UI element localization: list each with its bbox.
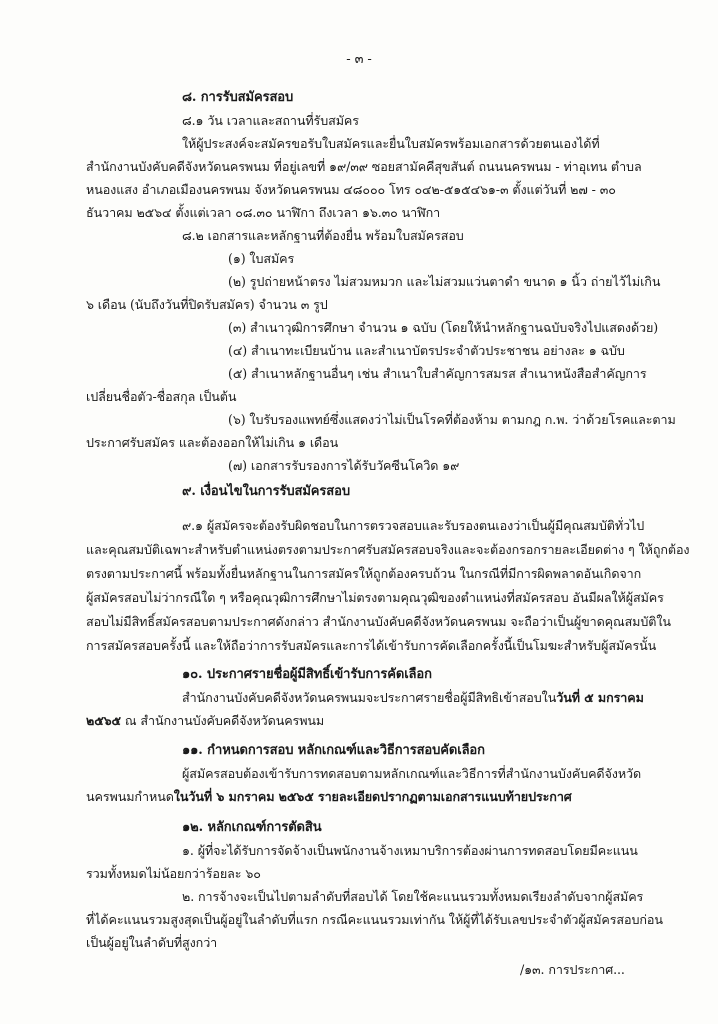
document-list-item-cont: ๖ เดือน (นับถึงวันที่ปิดรับสมัคร) จำนวน ๓ รูป <box>86 297 328 312</box>
section-9-line: การสมัครสอบครั้งนี้ และให้ถือว่าการรับสมัครและการได้เข้ารับการคัดเลือกครั้งนี้เป็นโมฆะสำหรับผู้สมัครนั้น <box>86 638 657 653</box>
section-12-line: ที่ได้คะแนนรวมสูงสุดเป็นผู้อยู่ในลำดับที่แรก กรณีคะแนนรวมเท่ากัน ให้ผู้ที่ได้รับเลขประจำตัวผู้สมัครสอบก่อน <box>86 912 663 927</box>
document-list-item-cont: ประกาศรับสมัคร และต้องออกให้ไม่เกิน ๑ เดือน <box>86 435 339 450</box>
section-8-1-line: ธันวาคม ๒๕๖๔ ตั้งแต่เวลา ๐๘.๓๐ นาฬิกา ถึงเวลา ๑๖.๓๐ นาฬิกา <box>86 205 441 220</box>
section-9-line: และคุณสมบัติเฉพาะสำหรับตำแหน่งตรงตามประกาศรับสมัครสอบจริงและจะต้องกรอกรายละเอียดต่าง ๆ ให้ถูกต้อง <box>86 542 690 557</box>
section-8-heading: ๘. การรับสมัครสอบ <box>182 90 294 105</box>
document-list-item-cont: เปลี่ยนชื่อตัว-ชื่อสกุล เป็นต้น <box>86 389 237 404</box>
section-12-line: รวมทั้งหมดไม่น้อยกว่าร้อยละ ๖๐ <box>86 866 261 881</box>
section-12-line: ๑. ผู้ที่จะได้รับการจัดจ้างเป็นพนักงานจ้างเหมาบริการต้องผ่านการทดสอบโดยมีคะแนน <box>182 843 638 858</box>
section-9-heading: ๙. เงื่อนไขในการรับสมัครสอบ <box>182 484 350 499</box>
section-9-line: ตรงตามประกาศนี้ พร้อมทั้งยื่นหลักฐานในการสมัครให้ถูกต้องครบถ้วน ในกรณีที่มีการผิดพลาดอันเกิดจาก <box>86 566 642 581</box>
document-list-item: (๗) เอกสารรับรองการได้รับวัคซีนโควิด ๑๙ <box>228 458 460 473</box>
section-8-1-title: ๘.๑ วัน เวลาและสถานที่รับสมัคร <box>182 113 359 128</box>
section-11-text: นครพนมกำหนด <box>86 789 174 804</box>
section-8-1-line: สำนักงานบังคับคดีจังหวัดนครพนม ที่อยู่เลขที่ ๑๙/๓๙ ซอยสามัคคีสุขสันต์ ถนนนครพนม - ท่าอุเทน ตำบล <box>86 159 642 174</box>
section-10-text: สำนักงานบังคับคดีจังหวัดนครพนมจะประกาศรายชื่อผู้มีสิทธิเข้าสอบใน <box>182 690 557 705</box>
section-11-date: ในวันที่ ๖ มกราคม ๒๕๖๕ รายละเอียดปรากฏตามเอกสารแนบท้ายประกาศ <box>173 789 572 804</box>
document-list-item: (๖) ใบรับรองแพทย์ซึ่งแสดงว่าไม่เป็นโรคที่ต้องห้าม ตามกฎ ก.พ. ว่าด้วยโรคและตาม <box>228 412 676 427</box>
section-11-line <box>86 789 572 805</box>
document-list-item: (๒) รูปถ่ายหน้าตรง ไม่สวมหมวก และไม่สวมแว่นตาดำ ขนาด ๑ นิ้ว ถ่ายไว้ไม่เกิน <box>228 274 661 289</box>
section-8-2-title: ๘.๒ เอกสารและหลักฐานที่ต้องยื่น พร้อมใบสมัครสอบ <box>182 228 464 243</box>
section-10-line <box>182 690 644 706</box>
section-8-1-line: หนองแสง อำเภอเมืองนครพนม จังหวัดนครพนม ๔๘๐๐๐ โทร ๐๔๒-๕๑๕๔๖๑-๓ ตั้งแต่วันที่ ๒๗ - ๓๐ <box>86 182 616 197</box>
section-11-line: ผู้สมัครสอบต้องเข้ารับการทดสอบตามหลักเกณฑ์และวิธีการที่สำนักงานบังคับคดีจังหวัด <box>182 766 642 781</box>
section-8-1-line: ให้ผู้ประสงค์จะสมัครขอรับใบสมัครและยื่นใบสมัครพร้อมเอกสารด้วยตนเองได้ที่ <box>182 136 600 151</box>
continuation-note: /๑๓. การประกาศ... <box>520 962 625 977</box>
document-list-item: (๓) สำเนาวุฒิการศึกษา จำนวน ๑ ฉบับ (โดยให้นำหลักฐานฉบับจริงไปแสดงด้วย) <box>228 320 659 335</box>
section-9-line: สอบไม่มีสิทธิ์สมัครสอบตามประกาศดังกล่าว สำนักงานบังคับคดีจังหวัดนครพนม จะถือว่าเป็นผู้ขาดคุณสมบัติใน <box>86 614 671 629</box>
section-12-line: ๒. การจ้างจะเป็นไปตามลำดับที่สอบได้ โดยใช้คะแนนรวมทั้งหมดเรียงลำดับจากผู้สมัคร <box>182 889 644 904</box>
page-number: - ๓ - <box>346 52 372 67</box>
section-10-text: ณ สำนักงานบังคับคดีจังหวัดนครพนม <box>120 713 325 728</box>
section-11-heading: ๑๑. กำหนดการสอบ หลักเกณฑ์และวิธีการสอบคัดเลือก <box>182 743 485 758</box>
document-list-item: (๑) ใบสมัคร <box>228 251 295 266</box>
section-10-year: ๒๕๖๕ <box>86 713 121 728</box>
document-list-item: (๔) สำเนาทะเบียนบ้าน และสำเนาบัตรประจำตัวประชาชน อย่างละ ๑ ฉบับ <box>228 343 625 358</box>
section-12-heading: ๑๒. หลักเกณฑ์การตัดสิน <box>182 820 322 835</box>
section-10-line <box>86 713 324 729</box>
section-10-date: วันที่ ๕ มกราคม <box>556 690 644 705</box>
document-list-item: (๕) สำเนาหลักฐานอื่นๆ เช่น สำเนาใบสำคัญการสมรส สำเนาหนังสือสำคัญการ <box>228 366 647 381</box>
section-9-line: ผู้สมัครสอบไม่ว่ากรณีใด ๆ หรือคุณวุฒิการศึกษาไม่ตรงตามคุณวุฒิของตำแหน่งที่สมัครสอบ อันมีผลให้ผู้สมัคร <box>86 590 664 605</box>
section-9-line: ๙.๑ ผู้สมัครจะต้องรับผิดชอบในการตรวจสอบและรับรองตนเองว่าเป็นผู้มีคุณสมบัติทั่วไป <box>182 518 645 533</box>
section-10-heading: ๑๐. ประกาศรายชื่อผู้มีสิทธิ์เข้ารับการคัดเลือก <box>182 667 432 682</box>
section-12-line: เป็นผู้อยู่ในลำดับที่สูงกว่า <box>86 935 218 950</box>
